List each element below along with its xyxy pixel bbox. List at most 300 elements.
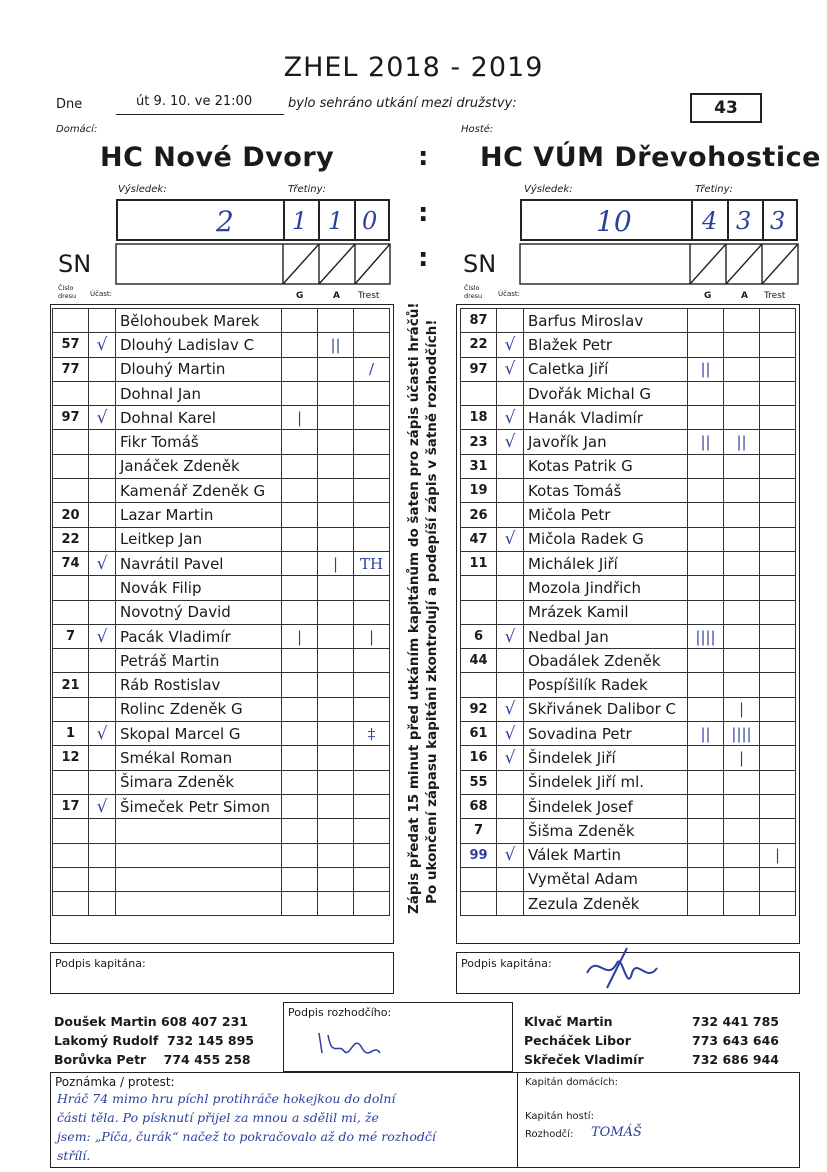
guest-player-number xyxy=(461,600,497,624)
guest-player-name: Šindelek Jiří ml. xyxy=(524,770,688,794)
guest-player-name: Skřivánek Dalibor C xyxy=(524,697,688,721)
guest-player-name: Michálek Jiří xyxy=(524,551,688,575)
referees-right xyxy=(524,1012,644,1069)
home-player-row xyxy=(53,454,390,478)
home-player-number: 77 xyxy=(53,357,89,381)
home-player-number xyxy=(53,867,89,891)
guest-assists: |||| xyxy=(724,722,760,746)
referee-left-3: Borůvka Petr 774 455 258 xyxy=(54,1052,251,1067)
home-goals: | xyxy=(282,406,318,430)
home-assists xyxy=(318,794,354,818)
guest-goals xyxy=(688,746,724,770)
guest-goals xyxy=(688,892,724,916)
home-player-name: Šimeček Petr Simon xyxy=(116,794,282,818)
home-player-number: 74 xyxy=(53,551,89,575)
home-presence-check xyxy=(89,381,116,405)
home-assists: || xyxy=(318,333,354,357)
home-goals xyxy=(282,794,318,818)
home-presence-check xyxy=(89,867,116,891)
guest-goals xyxy=(688,454,724,478)
home-assists xyxy=(318,892,354,916)
guest-penalty xyxy=(760,406,796,430)
guest-goals xyxy=(688,819,724,843)
home-score: 2 xyxy=(216,205,234,238)
home-goals xyxy=(282,746,318,770)
home-goals xyxy=(282,333,318,357)
home-player-name: Rolinc Zdeněk G xyxy=(116,697,282,721)
guest-assists xyxy=(724,333,760,357)
home-player-row xyxy=(53,309,390,333)
guest-player-name: Sovadina Petr xyxy=(524,722,688,746)
guest-player-name: Mrázek Kamil xyxy=(524,600,688,624)
guest-assists: | xyxy=(724,697,760,721)
guest-penalty xyxy=(760,357,796,381)
home-presence-check xyxy=(89,527,116,551)
referee-left-2: Lakomý Rudolf 732 145 895 xyxy=(54,1033,254,1048)
guest-goals xyxy=(688,600,724,624)
home-player-name xyxy=(116,892,282,916)
home-player-name: Petráš Martin xyxy=(116,649,282,673)
home-player-row xyxy=(53,527,390,551)
guest-assists: | xyxy=(724,746,760,770)
guest-penalty xyxy=(760,527,796,551)
home-player-number: 1 xyxy=(53,722,89,746)
guest-goals xyxy=(688,503,724,527)
guest-player-number xyxy=(461,673,497,697)
home-penalty xyxy=(354,333,390,357)
guest-player-row xyxy=(461,551,796,575)
guest-player-name: Kotas Patrik G xyxy=(524,454,688,478)
home-player-row xyxy=(53,503,390,527)
home-presence-check xyxy=(89,843,116,867)
home-player-number xyxy=(53,381,89,405)
guest-third-1: 4 xyxy=(702,207,718,235)
guest-assists xyxy=(724,357,760,381)
home-player-name xyxy=(116,843,282,867)
home-player-name: Pacák Vladimír xyxy=(116,624,282,648)
home-player-name: Dlouhý Ladislav C xyxy=(116,333,282,357)
home-presence-check: √ xyxy=(89,794,116,818)
home-penalty xyxy=(354,600,390,624)
home-player-row xyxy=(53,722,390,746)
guest-player-row xyxy=(461,576,796,600)
home-goals xyxy=(282,600,318,624)
home-assists xyxy=(318,309,354,333)
guest-presence-check xyxy=(497,649,524,673)
guest-player-number xyxy=(461,867,497,891)
guest-goals xyxy=(688,406,724,430)
home-goals xyxy=(282,697,318,721)
home-assists xyxy=(318,479,354,503)
guest-presence-check: √ xyxy=(497,697,524,721)
home-presence-check: √ xyxy=(89,333,116,357)
guest-player-name: Mozola Jindřich xyxy=(524,576,688,600)
guest-presence-check: √ xyxy=(497,843,524,867)
guest-goals xyxy=(688,479,724,503)
home-presence-check xyxy=(89,309,116,333)
home-penalty xyxy=(354,527,390,551)
home-assists xyxy=(318,406,354,430)
home-col-number: Číslo dresu xyxy=(58,284,77,300)
home-penalty: / xyxy=(354,357,390,381)
home-presence-check xyxy=(89,673,116,697)
home-player-row xyxy=(53,600,390,624)
notes-label: Poznámka / protest: xyxy=(55,1075,175,1089)
page-title: ZHEL 2018 - 2019 xyxy=(283,52,544,83)
guest-goals: || xyxy=(688,722,724,746)
home-presence-check xyxy=(89,479,116,503)
referee-right-3: Skřeček Vladimír xyxy=(524,1052,644,1067)
guest-player-name: Obadálek Zdeněk xyxy=(524,649,688,673)
guest-player-number: 11 xyxy=(461,551,497,575)
guest-presence-check: √ xyxy=(497,357,524,381)
guest-assists xyxy=(724,649,760,673)
home-sn-label: SN xyxy=(58,250,92,278)
guest-player-row xyxy=(461,600,796,624)
guest-presence-check xyxy=(497,819,524,843)
home-presence-check xyxy=(89,697,116,721)
guest-goals xyxy=(688,843,724,867)
home-goals xyxy=(282,722,318,746)
guest-player-name: Šišma Zdeněk xyxy=(524,819,688,843)
home-goals xyxy=(282,819,318,843)
guest-presence-check xyxy=(497,673,524,697)
home-assists xyxy=(318,357,354,381)
guest-score: 10 xyxy=(596,205,632,238)
home-player-row xyxy=(53,430,390,454)
guest-col-presence: Účast: xyxy=(498,290,521,298)
guest-player-row xyxy=(461,333,796,357)
guest-player-row xyxy=(461,624,796,648)
home-player-row xyxy=(53,357,390,381)
home-assists xyxy=(318,649,354,673)
guest-player-row xyxy=(461,722,796,746)
home-player-row xyxy=(53,649,390,673)
home-penalty: | xyxy=(354,624,390,648)
guest-captain-sign-label: Podpis kapitána: xyxy=(461,957,552,970)
guest-assists xyxy=(724,454,760,478)
home-goals xyxy=(282,479,318,503)
guest-penalty xyxy=(760,479,796,503)
guest-presence-check xyxy=(497,503,524,527)
home-player-row xyxy=(53,892,390,916)
guest-sn-label: SN xyxy=(463,250,497,278)
guest-goals: || xyxy=(688,430,724,454)
guest-penalty xyxy=(760,309,796,333)
guest-goals xyxy=(688,576,724,600)
home-goals: | xyxy=(282,624,318,648)
home-player-name: Fikr Tomáš xyxy=(116,430,282,454)
guest-player-row xyxy=(461,794,796,818)
guest-col-trest: Trest xyxy=(764,291,786,301)
guest-player-name: Mičola Radek G xyxy=(524,527,688,551)
home-presence-check xyxy=(89,770,116,794)
home-player-name: Kamenář Zdeněk G xyxy=(116,479,282,503)
home-goals xyxy=(282,867,318,891)
date-label: Dne xyxy=(56,97,83,112)
guest-player-row xyxy=(461,527,796,551)
guest-assists xyxy=(724,843,760,867)
home-player-number xyxy=(53,576,89,600)
guest-goals xyxy=(688,867,724,891)
guest-captain-sign-box xyxy=(456,952,800,994)
home-player-row xyxy=(53,746,390,770)
referee-right-1: Klvač Martin xyxy=(524,1014,613,1029)
home-player-number: 97 xyxy=(53,406,89,430)
guest-player-name: Dvořák Michal G xyxy=(524,381,688,405)
guest-player-name: Caletka Jiří xyxy=(524,357,688,381)
home-assists xyxy=(318,770,354,794)
home-player-name: Janáček Zdeněk xyxy=(116,454,282,478)
vertical-note-2: Po ukončení zápasu kapitáni zkontrolují a podepíší zápis v šatně rozhodčích! xyxy=(424,319,440,904)
home-assists: | xyxy=(318,551,354,575)
guest-player-number xyxy=(461,892,497,916)
guest-penalty xyxy=(760,892,796,916)
guest-player-name: Nedbal Jan xyxy=(524,624,688,648)
home-assists xyxy=(318,819,354,843)
guest-presence-check: √ xyxy=(497,527,524,551)
guest-assists xyxy=(724,381,760,405)
colon: : xyxy=(418,243,429,273)
home-player-name: Lazar Martin xyxy=(116,503,282,527)
home-player-number xyxy=(53,309,89,333)
home-third-2: 1 xyxy=(328,207,344,235)
guest-captain-signature xyxy=(577,943,667,1003)
guest-player-row xyxy=(461,454,796,478)
home-player-row xyxy=(53,673,390,697)
guest-penalty xyxy=(760,576,796,600)
guest-goals xyxy=(688,770,724,794)
guest-player-row xyxy=(461,770,796,794)
guest-player-row xyxy=(461,843,796,867)
home-penalty xyxy=(354,503,390,527)
guest-player-number: 22 xyxy=(461,333,497,357)
guest-player-name: Mičola Petr xyxy=(524,503,688,527)
home-player-number: 22 xyxy=(53,527,89,551)
home-presence-check: √ xyxy=(89,722,116,746)
home-player-number: 7 xyxy=(53,624,89,648)
home-player-number: 12 xyxy=(53,746,89,770)
guest-assists xyxy=(724,576,760,600)
guest-presence-check xyxy=(497,309,524,333)
home-player-name: Leitkep Jan xyxy=(116,527,282,551)
guest-presence-check xyxy=(497,770,524,794)
guest-player-number: 19 xyxy=(461,479,497,503)
home-player-number xyxy=(53,892,89,916)
home-captain-sign-label: Podpis kapitána: xyxy=(55,957,146,970)
home-team-name: HC Nové Dvory xyxy=(100,142,335,173)
home-penalty xyxy=(354,673,390,697)
home-penalty: ‡ xyxy=(354,722,390,746)
guest-assists xyxy=(724,503,760,527)
guest-presence-check xyxy=(497,454,524,478)
guest-penalty xyxy=(760,624,796,648)
guest-player-row xyxy=(461,819,796,843)
guest-goals xyxy=(688,527,724,551)
guest-assists xyxy=(724,867,760,891)
guest-player-name: Vymětal Adam xyxy=(524,867,688,891)
home-penalty xyxy=(354,794,390,818)
guest-assists xyxy=(724,892,760,916)
guest-player-number: 55 xyxy=(461,770,497,794)
home-presence-check xyxy=(89,819,116,843)
referee-name-signature: TOMÁŠ xyxy=(591,1125,642,1140)
home-player-number: 17 xyxy=(53,794,89,818)
home-penalty xyxy=(354,819,390,843)
guest-player-number: 61 xyxy=(461,722,497,746)
guest-assists xyxy=(724,527,760,551)
guest-player-row xyxy=(461,503,796,527)
referee-sign-box xyxy=(283,1002,513,1072)
guest-player-row xyxy=(461,309,796,333)
guest-goals xyxy=(688,697,724,721)
home-penalty xyxy=(354,892,390,916)
guest-presence-check xyxy=(497,867,524,891)
guest-third-2: 3 xyxy=(736,207,752,235)
guest-player-name: Barfus Miroslav xyxy=(524,309,688,333)
home-player-row xyxy=(53,819,390,843)
guest-penalty xyxy=(760,722,796,746)
played-text: bylo sehráno utkání mezi družstvy: xyxy=(288,96,517,111)
guest-player-name: Javořík Jan xyxy=(524,430,688,454)
home-col-trest: Trest xyxy=(358,291,380,301)
home-player-name: Ráb Rostislav xyxy=(116,673,282,697)
guest-roster-table xyxy=(460,308,796,916)
home-player-row xyxy=(53,867,390,891)
home-player-row xyxy=(53,406,390,430)
home-player-number xyxy=(53,649,89,673)
home-player-name: Dlouhý Martin xyxy=(116,357,282,381)
guest-captain-label: Kapitán hostí: xyxy=(525,1111,594,1122)
home-player-number: 20 xyxy=(53,503,89,527)
guest-assists xyxy=(724,309,760,333)
guest-player-number: 87 xyxy=(461,309,497,333)
referees-right-phones: 732 441 785 773 643 646 732 686 944 xyxy=(692,1014,779,1067)
home-col-a: A xyxy=(333,291,340,301)
guest-assists xyxy=(724,551,760,575)
guest-assists xyxy=(724,819,760,843)
home-goals xyxy=(282,649,318,673)
home-player-name: Skopal Marcel G xyxy=(116,722,282,746)
guest-presence-check xyxy=(497,479,524,503)
guest-presence-check xyxy=(497,576,524,600)
guest-presence-check: √ xyxy=(497,430,524,454)
guest-presence-check xyxy=(497,551,524,575)
home-goals xyxy=(282,673,318,697)
referee-left-1: Doušek Martin 608 407 231 xyxy=(54,1014,248,1029)
home-player-name xyxy=(116,819,282,843)
vertical-note-1: Zápis předat 15 minut před utkáním kapitánům do šaten pro zápis účasti hráčů! xyxy=(406,302,422,914)
home-player-row xyxy=(53,551,390,575)
guest-presence-check xyxy=(497,892,524,916)
guest-player-row xyxy=(461,479,796,503)
home-assists xyxy=(318,503,354,527)
guest-assists xyxy=(724,479,760,503)
home-player-row xyxy=(53,843,390,867)
guest-player-number xyxy=(461,576,497,600)
home-goals xyxy=(282,527,318,551)
home-assists xyxy=(318,843,354,867)
guest-col-g: G xyxy=(704,291,712,301)
guest-player-number: 16 xyxy=(461,746,497,770)
guest-player-row xyxy=(461,697,796,721)
guest-presence-check: √ xyxy=(497,333,524,357)
home-presence-check xyxy=(89,746,116,770)
home-player-number xyxy=(53,454,89,478)
guest-goals: || xyxy=(688,357,724,381)
notes-text: Hráč 74 mimo hru píchl protihráče hokejkou do dolní části těla. Po písknutí přijel za mnou a sdělil mi, že jsem: „Píča, čurák“ načež to pokračovalo až do mé rozhodčí střílí. xyxy=(57,1091,436,1163)
home-assists xyxy=(318,576,354,600)
guest-player-name: Šindelek Jiří xyxy=(524,746,688,770)
home-penalty xyxy=(354,746,390,770)
home-assists xyxy=(318,624,354,648)
guest-assists xyxy=(724,406,760,430)
guest-result-label: Výsledek: xyxy=(524,184,573,195)
guest-player-number: 92 xyxy=(461,697,497,721)
home-third-1: 1 xyxy=(292,207,308,235)
guest-penalty xyxy=(760,503,796,527)
guest-presence-check xyxy=(497,794,524,818)
guest-presence-check xyxy=(497,381,524,405)
guest-col-number: Číslo dresu xyxy=(464,284,483,300)
home-player-number: 57 xyxy=(53,333,89,357)
guest-player-number: 47 xyxy=(461,527,497,551)
guest-player-row xyxy=(461,892,796,916)
guest-assists: || xyxy=(724,430,760,454)
guest-penalty xyxy=(760,600,796,624)
home-penalty xyxy=(354,381,390,405)
guest-player-number: 18 xyxy=(461,406,497,430)
guest-goals: |||| xyxy=(688,624,724,648)
home-presence-check: √ xyxy=(89,551,116,575)
guest-player-name: Šindelek Josef xyxy=(524,794,688,818)
guest-penalty xyxy=(760,794,796,818)
guest-player-row xyxy=(461,746,796,770)
home-player-number xyxy=(53,843,89,867)
home-presence-check xyxy=(89,430,116,454)
home-assists xyxy=(318,746,354,770)
home-player-row xyxy=(53,624,390,648)
home-goals xyxy=(282,576,318,600)
guest-penalty xyxy=(760,819,796,843)
guest-goals xyxy=(688,333,724,357)
guest-player-number: 99 xyxy=(461,843,497,867)
home-captain-label: Kapitán domácích: xyxy=(525,1077,619,1088)
home-player-name: Novák Filip xyxy=(116,576,282,600)
guest-player-number: 6 xyxy=(461,624,497,648)
home-assists xyxy=(318,527,354,551)
guest-player-row xyxy=(461,673,796,697)
guest-goals xyxy=(688,649,724,673)
colon: : xyxy=(418,142,429,172)
guest-player-number: 68 xyxy=(461,794,497,818)
home-penalty xyxy=(354,770,390,794)
home-goals xyxy=(282,309,318,333)
home-presence-check xyxy=(89,503,116,527)
guest-goals xyxy=(688,794,724,818)
home-presence-check xyxy=(89,454,116,478)
home-penalty xyxy=(354,454,390,478)
home-assists xyxy=(318,722,354,746)
guest-goals xyxy=(688,551,724,575)
home-penalty xyxy=(354,843,390,867)
referees-left xyxy=(54,1012,254,1069)
home-assists xyxy=(318,867,354,891)
home-penalty xyxy=(354,479,390,503)
home-assists xyxy=(318,381,354,405)
guest-player-row xyxy=(461,649,796,673)
guest-player-name: Pospíšilík Radek xyxy=(524,673,688,697)
